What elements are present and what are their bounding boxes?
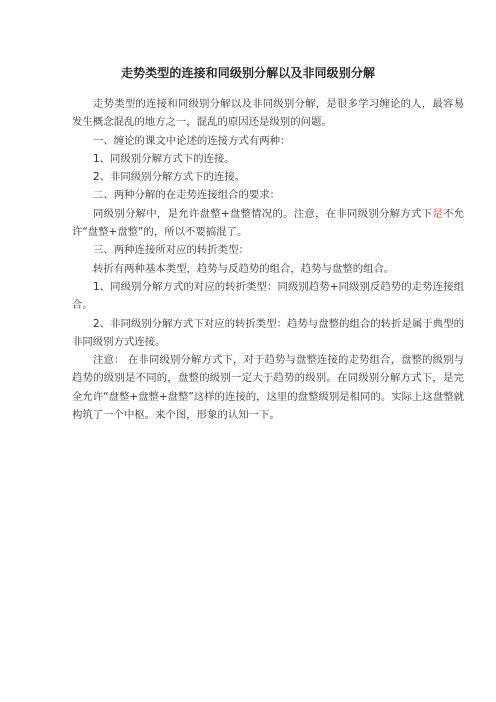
document-title: 走势类型的连接和同级别分解以及非同级别分解 xyxy=(120,66,376,80)
paragraph-item-2: 2、非同级别分解方式下的连接。 xyxy=(93,171,246,184)
paragraph-intro: 走势类型的连接和同级别分解以及非同级别分解，是很多学习缠论的人，最容易发生概念混乱的地方之一，混乱的原因还是级别的问题。 xyxy=(72,98,464,129)
paragraph-section-2-heading: 二、两种分解的在走势连接组合的要求： xyxy=(93,189,281,202)
paragraph-section-2-body xyxy=(72,205,464,242)
paragraph-section-3-body: 转折有两种基本类型，趋势与反趋势的组合，趋势与盘整的组合。 xyxy=(93,262,395,275)
paragraph-section-3-heading: 三、两种连接所对应的转折类型： xyxy=(93,244,249,257)
paragraph-item-3-2: 2、非同级别分解方式下对应的转折类型：趋势与盘整的组合的转折是属于典型的非同级别方式连接。 xyxy=(72,317,464,348)
highlighted-text: 是 xyxy=(432,207,443,220)
paragraph-section-1-heading: 一、缠论的课文中论述的连接方式有两种： xyxy=(93,134,291,147)
document-body xyxy=(72,95,464,424)
paragraph-item-3-1: 1、同级别分解方式的对应的转折类型：同级别趋势+同级别反趋势的走势连接组合。 xyxy=(72,280,464,312)
paragraph-note: 注意： 在非同级别分解方式下，对于趋势与盘整连接的走势组合，盘整的级别与趋势的级别是不同的，盘整的级别一定大于趋势的级别。在同级别分解方式下，是完全允许“盘整+盘整+盘整”这样的连接的，这里的盘整级别是相同的。实际上这盘整就构筑了一个中枢。来个图，形象的认知一下。 xyxy=(72,354,464,422)
text-run: 不允许“盘整+盘整”的，所以不要搞混了。 xyxy=(72,207,465,239)
text-run: 同级别分解中，是允许盘整+盘整情况的。注意，在非同级别分解方式下 xyxy=(93,207,433,220)
paragraph-item-1: 1、同级别分解方式下的连接。 xyxy=(93,152,235,165)
